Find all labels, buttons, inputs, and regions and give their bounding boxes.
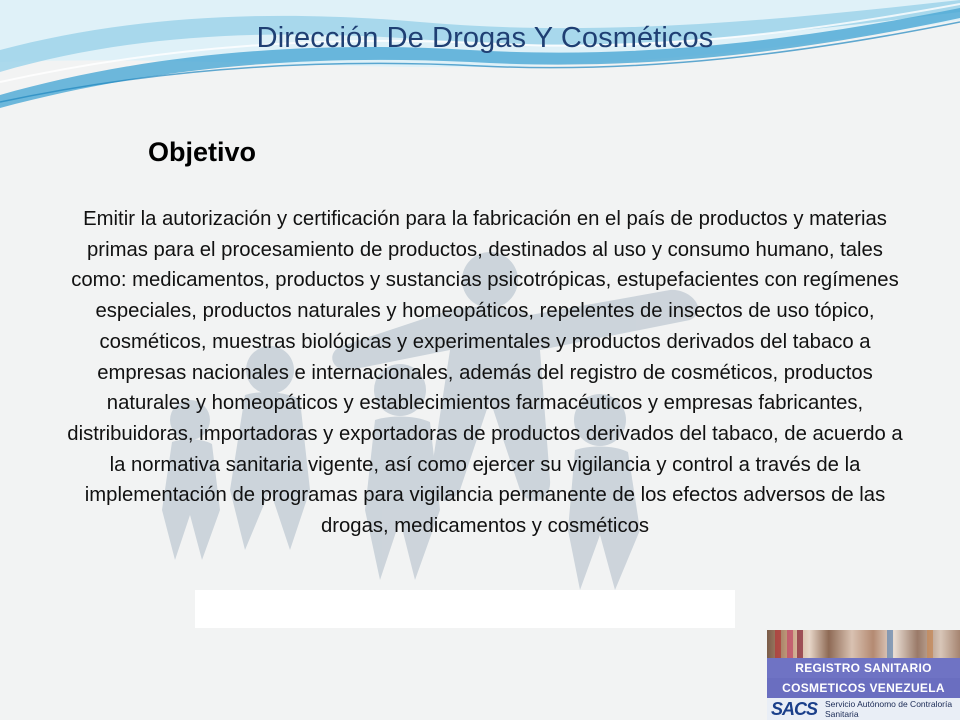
header-wave-decoration: [0, 0, 960, 140]
objective-paragraph: Emitir la autorización y certificación para la fabricación en el país de productos y materias primas para el procesamiento de productos, destinados al uso y consumo humano, tales como: medicamentos, productos y sustancias psicotrópicas, estupefacientes con regímenes especiales, productos naturales y homeopáticos, repelentes de insectos de uso tópico, cosméticos, muestras biológicas y experimentales y productos derivados del tabaco a empresas nacionales e internacionales, además del registro de cosméticos, productos naturales y homeopáticos y establecimientos farmacéuticos y empresas fabricantes, distribuidoras, importadoras y exportadoras de productos derivados del tabaco, de acuerdo a la normativa sanitaria vigente, así como ejercer su vigilancia y control a través de la implementación de programas para vigilancia permanente de los efectos adversos de las drogas, medicamentos y cosméticos: [67, 208, 903, 538]
registro-sanitario-badge: [767, 630, 960, 720]
text-backdrop: [195, 590, 735, 628]
sacs-footer: [767, 698, 960, 720]
section-heading: Objetivo: [148, 137, 257, 167]
badge-line-2: COSMETICOS VENEZUELA: [767, 678, 960, 698]
slide-title: Dirección De Drogas Y Cosméticos: [256, 22, 714, 54]
sacs-logo: SACS: [771, 699, 818, 719]
sacs-organization-name: Servicio Autónomo de Contraloría Sanitaria: [825, 699, 953, 719]
cosmetics-photo: [767, 630, 960, 658]
badge-line-1: REGISTRO SANITARIO: [767, 658, 960, 678]
